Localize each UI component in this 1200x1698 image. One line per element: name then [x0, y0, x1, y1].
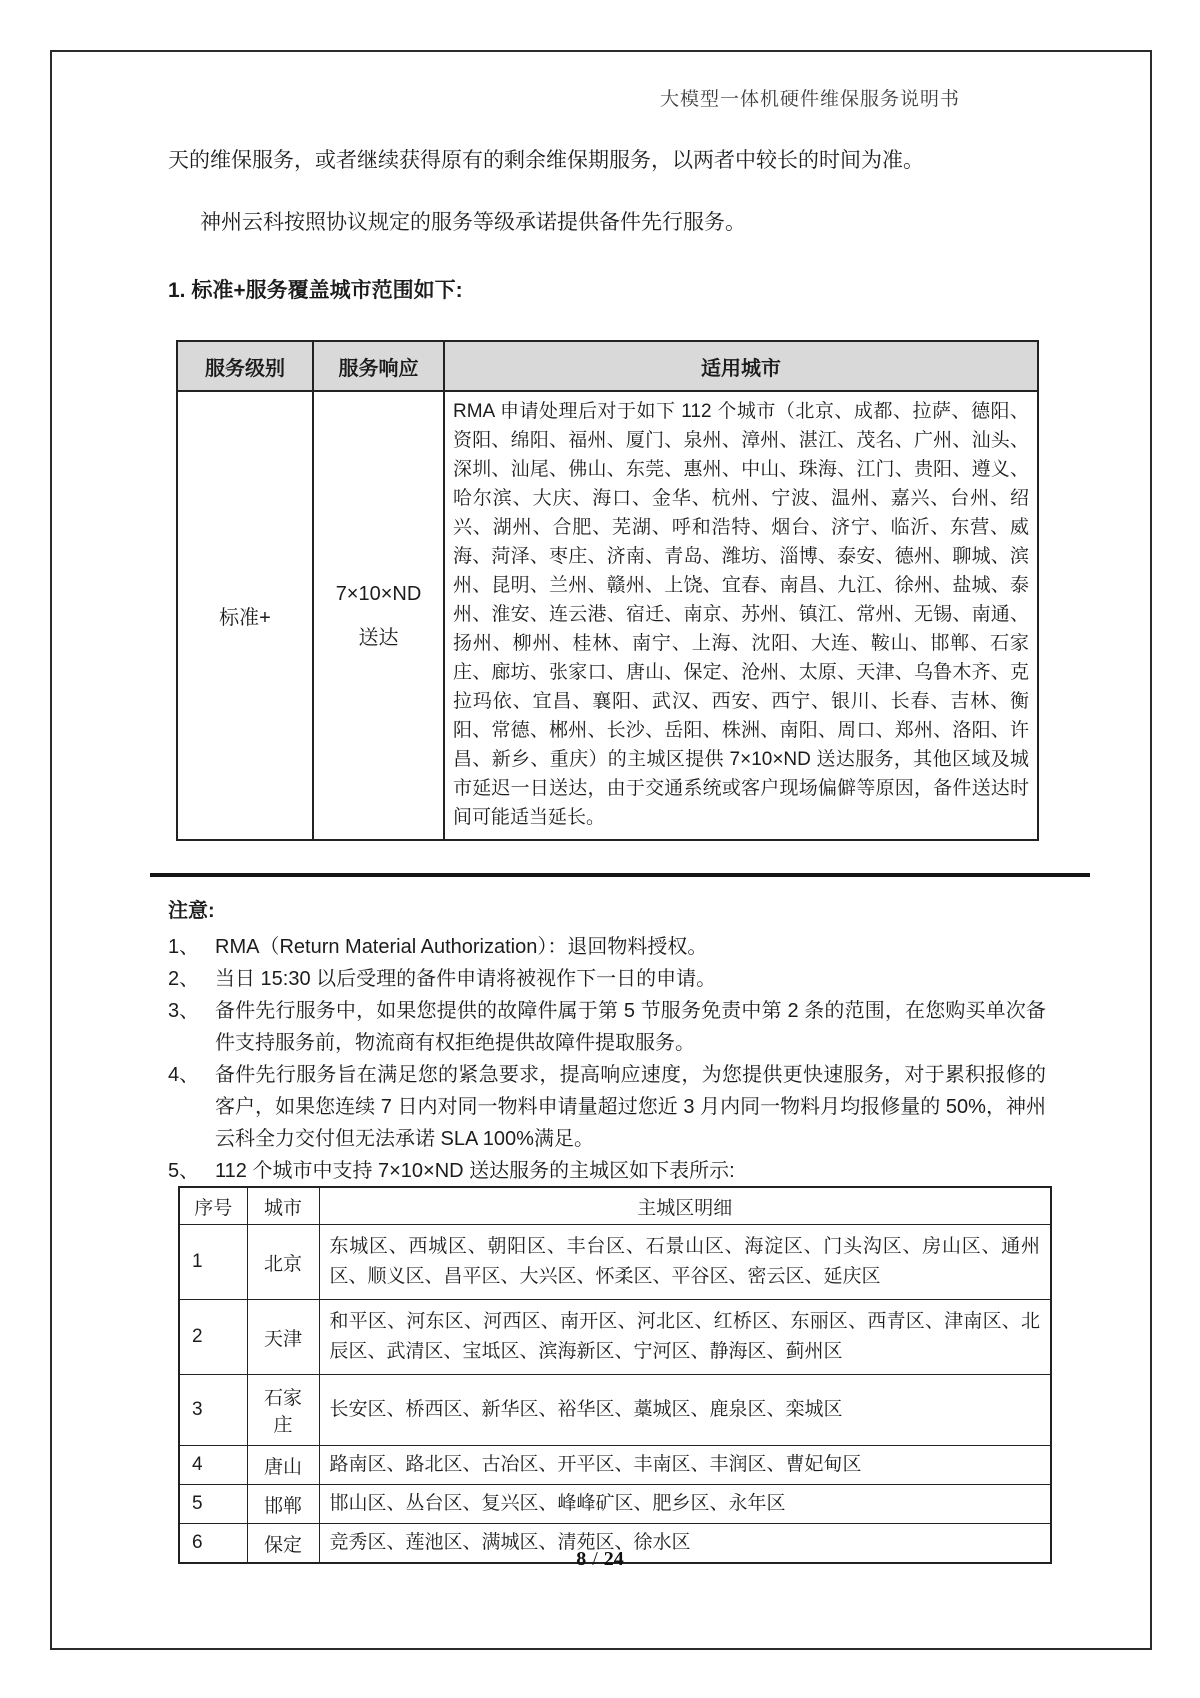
city-name: 天津: [247, 1300, 319, 1375]
note-text: 112 个城市中支持 7×10×ND 送达服务的主城区如下表所示:: [215, 1160, 735, 1182]
district-detail-table: [178, 1186, 1052, 1564]
district-table-header-districts: 主城区明细: [319, 1187, 1051, 1225]
district-row-tangshan: [179, 1446, 1051, 1485]
body-paragraph-1: 天的维保服务，或者继续获得原有的剩余维保期服务，以两者中较长的时间为准。: [168, 149, 924, 172]
row-number: 2: [179, 1300, 247, 1375]
district-row-handan: [179, 1485, 1051, 1524]
note-item-4: [168, 1059, 1046, 1155]
district-list: 长安区、桥西区、新华区、裕华区、藁城区、鹿泉区、栾城区: [319, 1375, 1051, 1446]
footer-total-pages: 24: [603, 1548, 624, 1570]
note-number: 4、: [168, 1064, 200, 1086]
city-name: 邯郸: [247, 1485, 319, 1524]
page-footer: [0, 1548, 1200, 1571]
district-table-header-no: 序号: [179, 1187, 247, 1225]
district-list: 东城区、西城区、朝阳区、丰台区、石景山区、海淀区、门头沟区、房山区、通州区、顺义区、昌平区、大兴区、怀柔区、平谷区、密云区、延庆区: [319, 1225, 1051, 1300]
note-item-5: [168, 1155, 1046, 1187]
note-item-3: [168, 995, 1046, 1059]
row-number: 3: [179, 1375, 247, 1446]
section-heading: 1. 标准+服务覆盖城市范围如下:: [168, 279, 463, 302]
note-number: 3、: [168, 1000, 200, 1022]
district-table-header-row: [179, 1187, 1051, 1225]
service-table-header-cities: 适用城市: [444, 341, 1038, 391]
body-paragraph-2: 神州云科按照协议规定的服务等级承诺提供备件先行服务。: [200, 211, 746, 234]
service-table-row: [177, 391, 1038, 840]
service-table-header-row: [177, 341, 1038, 391]
service-table-header-response: 服务响应: [313, 341, 444, 391]
note-text: 备件先行服务中，如果您提供的故障件属于第 5 节服务免责中第 2 条的范围，在您购买单次备件支持服务前，物流商有权拒绝提供故障件提取服务。: [215, 1000, 1046, 1054]
district-list: 邯山区、丛台区、复兴区、峰峰矿区、肥乡区、永年区: [319, 1485, 1051, 1524]
row-number: 6: [179, 1524, 247, 1564]
note-number: 2、: [168, 968, 200, 990]
city-name: 石家庄: [247, 1375, 319, 1446]
note-item-2: [168, 963, 1046, 995]
section-divider-rule: [150, 873, 1090, 877]
city-name: 北京: [247, 1225, 319, 1300]
district-row-shijiazhuang: [179, 1375, 1051, 1446]
note-text: RMA（Return Material Authorization）：退回物料授权。: [215, 936, 708, 958]
note-number: 5、: [168, 1160, 200, 1182]
service-response-cell: [313, 391, 444, 840]
service-table-header-level: 服务级别: [177, 341, 313, 391]
row-number: 4: [179, 1446, 247, 1485]
notes-list: [168, 931, 1046, 1187]
note-number: 1、: [168, 936, 200, 958]
district-row-tianjin: [179, 1300, 1051, 1375]
note-item-1: [168, 931, 1046, 963]
row-number: 1: [179, 1225, 247, 1300]
document-header-title: 大模型一体机硬件维保服务说明书: [659, 89, 960, 110]
district-list: 竞秀区、莲池区、满城区、清苑区、徐水区: [319, 1524, 1051, 1564]
district-list: 路南区、路北区、古冶区、开平区、丰南区、丰润区、曹妃甸区: [319, 1446, 1051, 1485]
service-response-line2: 送达: [358, 626, 399, 649]
row-number: 5: [179, 1485, 247, 1524]
district-table-header-city: 城市: [247, 1187, 319, 1225]
city-name: 唐山: [247, 1446, 319, 1485]
service-response-line1: 7×10×ND: [335, 582, 422, 605]
service-coverage-table: [176, 340, 1039, 841]
district-row-beijing: [179, 1225, 1051, 1300]
city-name: 保定: [247, 1524, 319, 1564]
footer-page-number: 8: [576, 1548, 587, 1570]
note-text: 备件先行服务旨在满足您的紧急要求，提高响应速度，为您提供更快速服务，对于累积报修的客户，如果您连续 7 日内对同一物料申请量超过您近 3 月内同一物料月均报修量的 50%，神州云科全力交付但无法承诺 SLA 100%满足。: [215, 1064, 1046, 1150]
district-list: 和平区、河东区、河西区、南开区、河北区、红桥区、东丽区、西青区、津南区、北辰区、武清区、宝坻区、滨海新区、宁河区、静海区、蓟州区: [319, 1300, 1051, 1375]
applicable-cities-cell: RMA 申请处理后对于如下 112 个城市（北京、成都、拉萨、德阳、资阳、绵阳、福州、厦门、泉州、漳州、湛江、茂名、广州、汕头、深圳、汕尾、佛山、东莞、惠州、中山、珠海、江门、贵阳、遵义、哈尔滨、大庆、海口、金华、杭州、宁波、温州、嘉兴、台州、绍兴、湖州、合肥、芜湖、呼和浩特、烟台、济宁、临沂、东营、威海、菏泽、枣庄、济南、青岛、潍坊、淄博、泰安、德州、聊城、滨州、昆明、兰州、赣州、上饶、宜春、南昌、九江、徐州、盐城、泰州、淮安、连云港、宿迁、南京、苏州、镇江、常州、无锡、南通、扬州、柳州、桂林、南宁、上海、沈阳、大连、鞍山、邯郸、石家庄、廊坊、张家口、唐山、保定、沧州、太原、天津、乌鲁木齐、克拉玛依、宜昌、襄阳、武汉、西安、西宁、银川、长春、吉林、衡阳、常德、郴州、长沙、岳阳、株洲、南阳、周口、郑州、洛阳、许昌、新乡、重庆）的主城区提供 7×10×ND 送达服务，其他区域及城市延迟一日送达，由于交通系统或客户现场偏僻等原因，备件送达时间可能适当延长。: [444, 391, 1038, 840]
notes-title: 注意:: [168, 900, 215, 922]
note-text: 当日 15:30 以后受理的备件申请将被视作下一日的申请。: [215, 968, 717, 990]
service-level-cell: 标准+: [177, 391, 313, 840]
footer-separator: /: [592, 1548, 598, 1570]
